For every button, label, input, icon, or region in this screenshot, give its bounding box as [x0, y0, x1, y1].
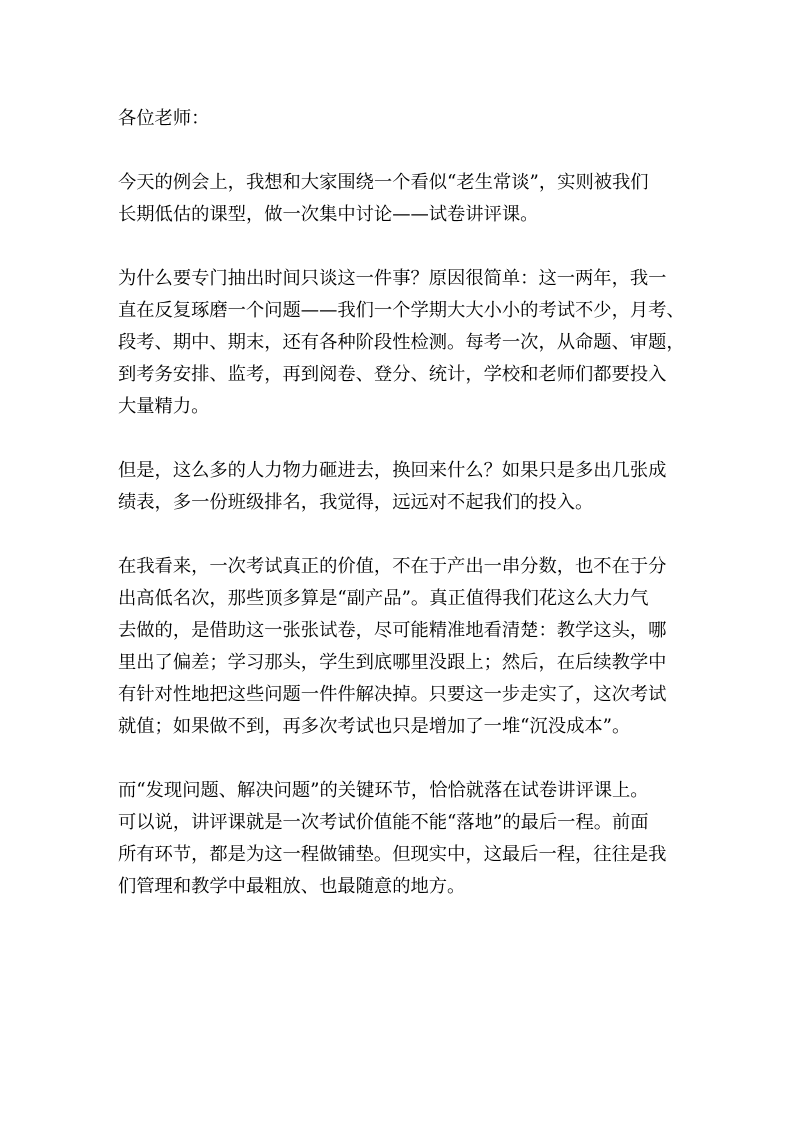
paragraph-line: 有针对性地把这些问题一件件解决掉。只要这一步走实了，这次考试 — [118, 684, 667, 705]
paragraph-line: 去做的，是借助这一张张试卷，尽可能精准地看清楚：教学这头，哪 — [118, 620, 667, 641]
salutation-text: 各位老师： — [118, 108, 210, 129]
paragraph-line: 里出了偏差；学习那头，学生到底哪里没跟上；然后，在后续教学中 — [118, 652, 667, 673]
paragraph-5 — [118, 775, 693, 903]
document-body — [118, 103, 693, 935]
paragraph-line: 今天的例会上，我想和大家围绕一个看似“老生常谈”，实则被我们 — [118, 172, 649, 193]
salutation — [118, 103, 693, 135]
paragraph-1 — [118, 167, 693, 231]
paragraph-line: 绩表，多一份班级排名，我觉得，远远对不起我们的投入。 — [118, 492, 594, 513]
paragraph-line: 为什么要专门抽出时间只谈这一件事？原因很简单：这一两年，我一 — [118, 268, 667, 289]
paragraph-line: 而“发现问题、解决问题”的关键环节，恰恰就落在试卷讲评课上。 — [118, 780, 649, 801]
paragraph-2 — [118, 263, 693, 423]
paragraph-line: 但是，这么多的人力物力砸进去，换回来什么？如果只是多出几张成 — [118, 460, 667, 481]
paragraph-line: 段考、期中、期末，还有各种阶段性检测。每考一次，从命题、审题， — [118, 332, 685, 353]
paragraph-line: 大量精力。 — [118, 396, 210, 417]
paragraph-4 — [118, 551, 693, 743]
paragraph-line: 出高低名次，那些顶多算是“副产品”。真正值得我们花这么大力气 — [118, 588, 649, 609]
paragraph-line: 在我看来，一次考试真正的价值，不在于产出一串分数，也不在于分 — [118, 556, 667, 577]
paragraph-line: 们管理和教学中最粗放、也最随意的地方。 — [118, 876, 466, 897]
paragraph-line: 所有环节，都是为这一程做铺垫。但现实中，这最后一程，往往是我 — [118, 844, 667, 865]
paragraph-line: 到考务安排、监考，再到阅卷、登分、统计，学校和老师们都要投入 — [118, 364, 667, 385]
paragraph-3 — [118, 455, 693, 519]
paragraph-line: 就值；如果做不到，再多次考试也只是增加了一堆“沉没成本”。 — [118, 716, 631, 737]
paragraph-line: 直在反复琢磨一个问题——我们一个学期大大小小的考试不少，月考、 — [118, 300, 685, 321]
paragraph-line: 长期低估的课型，做一次集中讨论——试卷讲评课。 — [118, 204, 539, 225]
paragraph-line: 可以说，讲评课就是一次考试价值能不能“落地”的最后一程。前面 — [118, 812, 649, 833]
